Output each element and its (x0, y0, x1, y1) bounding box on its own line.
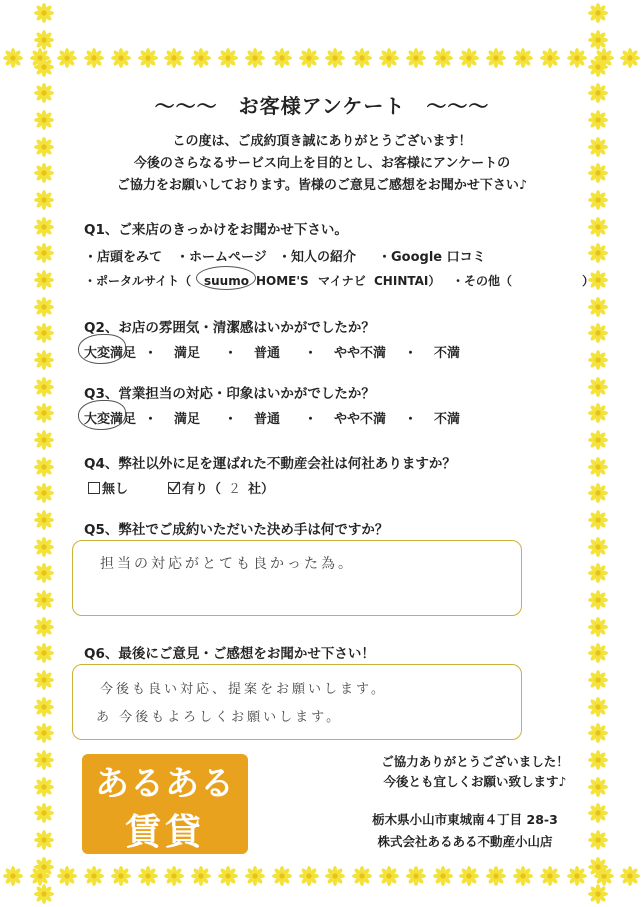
flower-icon (34, 750, 54, 770)
flower-icon (433, 866, 453, 886)
flower-icon (34, 350, 54, 370)
q3-option-satisfied[interactable]: 満足 (174, 412, 201, 427)
flower-icon (299, 866, 319, 886)
flower-icon (34, 537, 54, 557)
flower-icon (588, 457, 608, 477)
flower-icon (588, 510, 608, 530)
flower-icon (138, 866, 158, 886)
flower-icon (588, 377, 608, 397)
company-address: 栃木県小山市東城南４丁目 28-3 (372, 812, 558, 827)
q2-option-very-satisfied[interactable]: 大変満足 (84, 346, 137, 361)
flower-icon (34, 30, 54, 50)
q3-question: Q3、営業担当の対応・印象はいかがでしたか？ (84, 386, 375, 402)
flower-icon (34, 217, 54, 237)
flower-icon (272, 866, 292, 886)
thanks-line-1: ご協力ありがとうございました！ (381, 754, 569, 769)
intro-line-3: ご協力をお願いしております。皆様のご意見ご感想をお聞かせ下さい♪ (116, 178, 528, 193)
q1-options-row2 (84, 272, 594, 289)
flower-icon (352, 48, 372, 68)
flower-icon (588, 590, 608, 610)
flower-icon (34, 243, 54, 263)
flower-icon (588, 403, 608, 423)
flower-icon (540, 48, 560, 68)
flower-icon (486, 866, 506, 886)
flower-icon (620, 48, 640, 68)
flower-icon (34, 590, 54, 610)
q2-option-neutral[interactable]: 普通 (254, 346, 281, 361)
q2-option-satisfied[interactable]: 満足 (174, 346, 201, 361)
flower-icon (379, 48, 399, 68)
flower-icon (406, 866, 426, 886)
q3-option-dissatisfied[interactable]: 不満 (434, 412, 461, 427)
q4-options (88, 478, 274, 497)
flower-icon (191, 866, 211, 886)
q2-option-somewhat-dissatisfied[interactable]: やや不満 (334, 346, 387, 361)
flower-border-bottom (0, 858, 644, 894)
flower-icon (588, 884, 608, 904)
q2-selected-circle (78, 334, 126, 364)
flower-icon (164, 866, 184, 886)
flower-icon (588, 430, 608, 450)
flower-icon (138, 48, 158, 68)
flower-icon (588, 57, 608, 77)
flower-icon (34, 377, 54, 397)
q3-selected-circle (78, 400, 126, 430)
flower-icon (34, 803, 54, 823)
flower-icon (34, 57, 54, 77)
flower-icon (588, 243, 608, 263)
q1-other-close: ） (582, 274, 595, 288)
q5-question: Q5、弊社でご成約いただいた決め手は何ですか？ (84, 522, 389, 538)
q1-option-mynavi[interactable]: マイナビ (318, 274, 366, 288)
intro-line-1: この度は、ご成約頂き誠にありがとうございます！ (172, 134, 472, 149)
q6-answer-line2: あ 今後もよろしくお願いします。 (96, 710, 343, 725)
q5-answer: 担当の対応がとても良かった為。 (100, 556, 355, 572)
flower-icon (245, 48, 265, 68)
flower-icon (486, 48, 506, 68)
q4-yes-label: 有り（ (182, 482, 222, 497)
flower-icon (3, 866, 23, 886)
flower-icon (588, 803, 608, 823)
flower-icon (325, 866, 345, 886)
q6-question: Q6、最後にご意見・ご感想をお聞かせ下さい！ (84, 646, 375, 662)
flower-icon (111, 866, 131, 886)
flower-icon (588, 297, 608, 317)
flower-icon (588, 323, 608, 343)
flower-icon (588, 723, 608, 743)
q2-option-dissatisfied[interactable]: 不満 (434, 346, 461, 361)
q1-question: Q1、ご来店のきっかけをお聞かせ下さい。 (84, 222, 348, 238)
flower-icon (588, 617, 608, 637)
thanks-line-2: 今後とも宜しくお願い致します♪ (383, 774, 567, 789)
q1-option-other[interactable]: ・その他（ (452, 274, 513, 288)
flower-icon (588, 190, 608, 210)
q1-option-homes[interactable]: HOME'S (256, 273, 309, 288)
flower-icon (433, 48, 453, 68)
q2-question: Q2、お店の雰囲気・清潔感はいかがでしたか？ (84, 320, 375, 336)
flower-icon (352, 866, 372, 886)
flower-icon (245, 866, 265, 886)
flower-icon (588, 643, 608, 663)
q4-yes-checkbox[interactable] (168, 482, 180, 494)
q1-option-referral[interactable]: ・知人の紹介 (278, 250, 357, 265)
flower-icon (325, 48, 345, 68)
flower-icon (588, 30, 608, 50)
flower-icon (34, 270, 54, 290)
flower-border-top (0, 40, 644, 76)
flower-icon (218, 866, 238, 886)
flower-icon (34, 483, 54, 503)
flower-icon (34, 510, 54, 530)
company-name: 株式会社あるある不動産小山店 (377, 834, 553, 849)
company-logo (82, 754, 248, 854)
flower-icon (111, 48, 131, 68)
flower-icon (513, 866, 533, 886)
flower-icon (34, 430, 54, 450)
flower-icon (34, 457, 54, 477)
flower-icon (34, 563, 54, 583)
q3-options: 大変満足 ・ 満足 ・ 普通 ・ やや不満 ・ 不満 (84, 408, 460, 427)
flower-icon (588, 697, 608, 717)
flower-icon (406, 48, 426, 68)
q1-option-suumo[interactable]: suumo (204, 273, 249, 288)
flower-icon (3, 48, 23, 68)
intro-line-2: 今後のさらなるサービス向上を目的とし、お客様にアンケートの (133, 156, 511, 171)
flower-icon (588, 3, 608, 23)
logo-line2: 賃貸 (124, 812, 205, 853)
flower-icon (588, 563, 608, 583)
flower-icon (620, 866, 640, 886)
q4-suffix: 社） (248, 482, 275, 497)
flower-icon (588, 830, 608, 850)
flower-icon (191, 48, 211, 68)
flower-icon (379, 866, 399, 886)
flower-icon (34, 670, 54, 690)
q1-option-homepage[interactable]: ・ホームページ (176, 250, 267, 265)
flower-icon (34, 723, 54, 743)
flower-icon (84, 866, 104, 886)
logo-line1: あるある (95, 764, 235, 804)
flower-icon (34, 857, 54, 877)
q1-options-row1 (84, 246, 486, 265)
q4-question: Q4、弊社以外に足を運ばれた不動産会社は何社ありますか？ (84, 456, 456, 472)
q1-option-chintai[interactable]: CHINTAI） (374, 274, 441, 288)
q1-option-google[interactable]: ・Google 口コミ (378, 250, 486, 265)
flower-icon (34, 643, 54, 663)
q3-option-very-satisfied[interactable]: 大変満足 (84, 412, 137, 427)
flower-icon (218, 48, 238, 68)
q1-option-storefront[interactable]: ・店頭をみて (84, 250, 163, 265)
flower-icon (540, 866, 560, 886)
q4-none-checkbox[interactable] (88, 482, 100, 494)
flower-icon (588, 750, 608, 770)
q5-answer-box[interactable] (72, 540, 522, 616)
q6-answer-box[interactable] (72, 664, 522, 740)
flower-icon (34, 323, 54, 343)
flower-icon (34, 3, 54, 23)
flower-icon (588, 483, 608, 503)
flower-icon (588, 670, 608, 690)
flower-icon (299, 48, 319, 68)
flower-icon (272, 48, 292, 68)
flower-icon (513, 48, 533, 68)
q3-option-neutral[interactable]: 普通 (254, 412, 281, 427)
flower-icon (34, 297, 54, 317)
flower-icon (588, 537, 608, 557)
flower-icon (34, 697, 54, 717)
q1-option-portal[interactable]: ・ポータルサイト（ (84, 274, 192, 288)
q6-answer-line1: 今後も良い対応、提案をお願いします。 (100, 682, 387, 697)
q2-options: 大変満足 ・ 満足 ・ 普通 ・ やや不満 ・ 不満 (84, 342, 460, 361)
flower-icon (588, 217, 608, 237)
flower-icon (164, 48, 184, 68)
q3-option-somewhat-dissatisfied[interactable]: やや不満 (334, 412, 387, 427)
flower-icon (588, 350, 608, 370)
flower-icon (34, 403, 54, 423)
flower-icon (588, 857, 608, 877)
flower-icon (84, 48, 104, 68)
q4-count[interactable]: ２ (228, 482, 242, 497)
flower-icon (34, 830, 54, 850)
flower-icon (34, 777, 54, 797)
flower-icon (588, 777, 608, 797)
flower-icon (34, 884, 54, 904)
flower-icon (34, 190, 54, 210)
q1-selected-circle (196, 266, 256, 290)
flower-icon (459, 48, 479, 68)
flower-icon (34, 617, 54, 637)
q4-none-label: 無し (102, 482, 129, 497)
flower-icon (459, 866, 479, 886)
page-title: ～～～ お客様アンケート ～～～ (154, 94, 490, 118)
